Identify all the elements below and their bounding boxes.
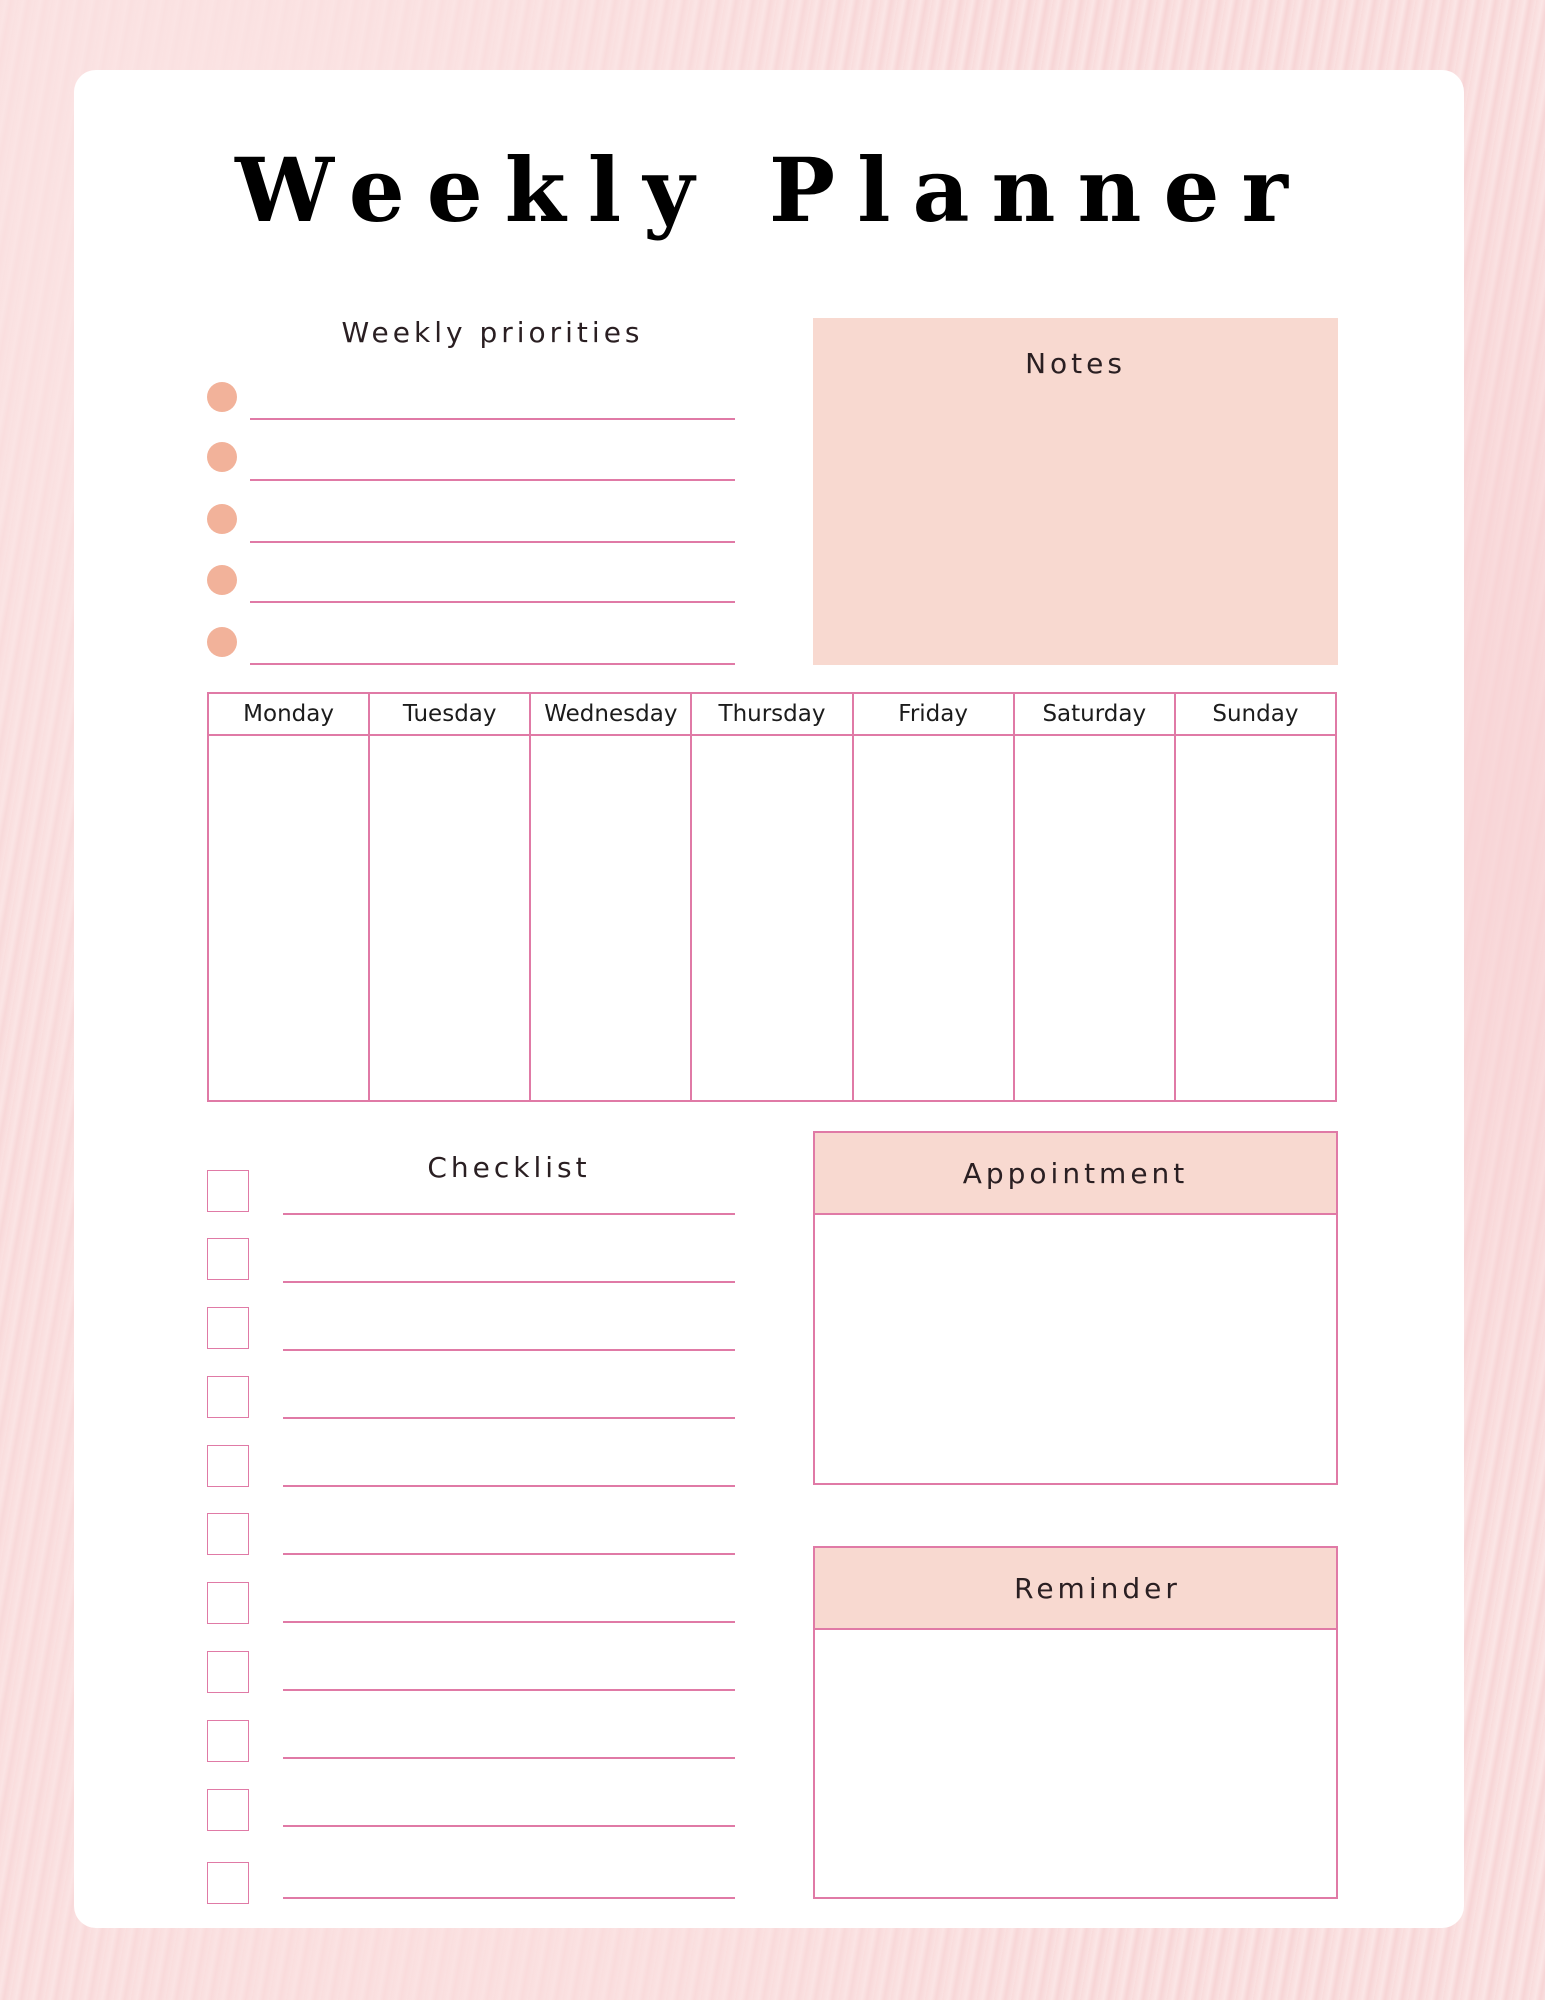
priority-line[interactable] bbox=[250, 601, 735, 603]
day-column-saturday bbox=[1015, 694, 1176, 1100]
checklist-line[interactable] bbox=[283, 1349, 735, 1351]
day-column-friday bbox=[854, 694, 1015, 1100]
day-header: Friday bbox=[854, 694, 1013, 736]
day-cell[interactable] bbox=[854, 736, 1013, 1100]
checklist-line[interactable] bbox=[283, 1213, 735, 1215]
checklist-heading: Checklist bbox=[427, 1151, 591, 1184]
checklist-checkbox[interactable] bbox=[207, 1651, 249, 1693]
day-cell[interactable] bbox=[370, 736, 529, 1100]
priority-bullet-icon bbox=[207, 627, 237, 657]
priority-line[interactable] bbox=[250, 418, 735, 420]
day-header: Saturday bbox=[1015, 694, 1174, 736]
day-cell[interactable] bbox=[209, 736, 368, 1100]
reminder-panel bbox=[813, 1546, 1338, 1899]
checklist-line[interactable] bbox=[283, 1689, 735, 1691]
checklist-checkbox[interactable] bbox=[207, 1307, 249, 1349]
week-table bbox=[207, 692, 1337, 1102]
day-column-thursday bbox=[692, 694, 853, 1100]
checklist-line[interactable] bbox=[283, 1417, 735, 1419]
checklist-checkbox[interactable] bbox=[207, 1238, 249, 1280]
priorities-heading: Weekly priorities bbox=[341, 316, 644, 349]
priority-bullet-icon bbox=[207, 565, 237, 595]
day-cell[interactable] bbox=[1015, 736, 1174, 1100]
checklist-checkbox[interactable] bbox=[207, 1720, 249, 1762]
appointment-panel bbox=[813, 1131, 1338, 1485]
day-column-wednesday bbox=[531, 694, 692, 1100]
priority-line[interactable] bbox=[250, 479, 735, 481]
day-cell[interactable] bbox=[692, 736, 851, 1100]
checklist-line[interactable] bbox=[283, 1485, 735, 1487]
checklist-checkbox[interactable] bbox=[207, 1582, 249, 1624]
day-cell[interactable] bbox=[1176, 736, 1335, 1100]
priority-bullet-icon bbox=[207, 382, 237, 412]
priority-bullet-icon bbox=[207, 504, 237, 534]
day-header: Wednesday bbox=[531, 694, 690, 736]
reminder-heading: Reminder bbox=[815, 1548, 1336, 1630]
day-header: Thursday bbox=[692, 694, 851, 736]
checklist-checkbox[interactable] bbox=[207, 1789, 249, 1831]
checklist-checkbox[interactable] bbox=[207, 1445, 249, 1487]
checklist-line[interactable] bbox=[283, 1897, 735, 1899]
checklist-line[interactable] bbox=[283, 1621, 735, 1623]
page-title: Weekly Planner bbox=[235, 138, 1310, 242]
day-header: Tuesday bbox=[370, 694, 529, 736]
checklist-checkbox[interactable] bbox=[207, 1376, 249, 1418]
priority-line[interactable] bbox=[250, 541, 735, 543]
appointment-body[interactable] bbox=[815, 1215, 1336, 1485]
checklist-line[interactable] bbox=[283, 1553, 735, 1555]
checklist-line[interactable] bbox=[283, 1757, 735, 1759]
priority-line[interactable] bbox=[250, 663, 735, 665]
appointment-heading: Appointment bbox=[815, 1133, 1336, 1215]
checklist-line[interactable] bbox=[283, 1825, 735, 1827]
day-cell[interactable] bbox=[531, 736, 690, 1100]
notes-heading: Notes bbox=[1025, 347, 1126, 380]
priority-bullet-icon bbox=[207, 442, 237, 472]
day-column-tuesday bbox=[370, 694, 531, 1100]
checklist-checkbox[interactable] bbox=[207, 1513, 249, 1555]
day-column-sunday bbox=[1176, 694, 1335, 1100]
checklist-line[interactable] bbox=[283, 1281, 735, 1283]
day-column-monday bbox=[209, 694, 370, 1100]
checklist-checkbox[interactable] bbox=[207, 1170, 249, 1212]
checklist-checkbox[interactable] bbox=[207, 1862, 249, 1904]
day-header: Sunday bbox=[1176, 694, 1335, 736]
day-header: Monday bbox=[209, 694, 368, 736]
reminder-body[interactable] bbox=[815, 1630, 1336, 1899]
